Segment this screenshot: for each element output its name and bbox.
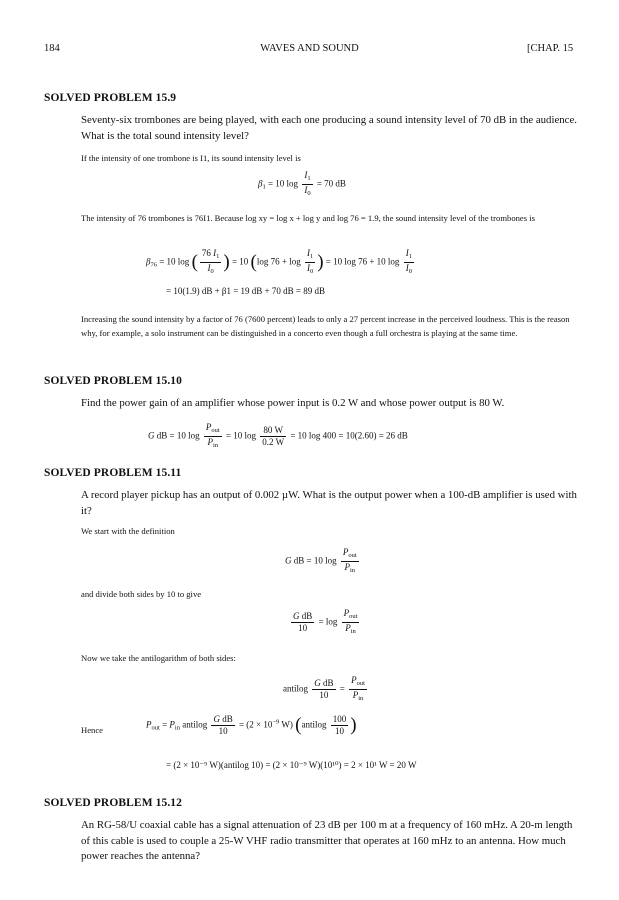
- equation-divided: $\frac{\text{G dB}}{10}$ = log $\frac{P_{out}}{P_{in}}$: [293, 608, 358, 635]
- problem-question: Find the power gain of an amplifier whose power input is 0.2 W and whose power output is 80 W.: [81, 397, 505, 409]
- equation-beta76: $\beta_{76} = 10$ log ( $\frac{76 I_1}{I_0}$ ) = 10 (log 76 + log $\frac{I_1}{I_0}$ ) = 10 log 76 + 10 log $\frac{I_1}{I_0}$: [146, 248, 412, 275]
- solution-text: Now we take the antilogarithm of both sides:: [81, 653, 236, 663]
- problem-heading: SOLVED PROBLEM 15.10: [44, 375, 183, 387]
- solution-text: and divide both sides by 10 to give: [81, 589, 202, 599]
- solution-text: We start with the definition: [81, 526, 175, 536]
- problem-heading: SOLVED PROBLEM 15.9: [44, 92, 177, 104]
- chapter-title: WAVES AND SOUND: [260, 43, 359, 54]
- equation-result: = 10(1.9) dB + β1 = 19 dB + 70 dB = 89 dB: [166, 286, 325, 296]
- solution-text: Increasing the sound intensity by a factor of 76 (7600 percent) leads to only a 27 percent increase in the perceived loudness. This is the reason why, for example, a solo instrument can be distinguished in a concerto even though a full orchestra is playing at the same time.: [81, 314, 570, 338]
- solution-text: If the intensity of one trombone is I1, its sound intensity level is: [81, 153, 301, 163]
- page-number: 184: [44, 43, 60, 54]
- equation-final: = (2 × 10⁻⁹ W)(antilog 10) = (2 × 10⁻⁹ W)(10¹⁰) = 2 × 10¹ W = 20 W: [166, 760, 417, 770]
- equation-definition: G dB = 10 log $\frac{P_{out}}{P_{in}}$: [285, 547, 357, 574]
- equation-beta1: $\beta_1 = 10$ log $\frac{I_1}{I_0}$ = 70 dB: [258, 170, 346, 197]
- problem-question: Seventy-six trombones are being played, with each one producing a sound intensity level of 70 dB in the audience. What is the total sound intensity level?: [81, 114, 577, 142]
- problem-question: An RG-58/U coaxial cable has a signal attenuation of 23 dB per 100 m at a frequency of 160 mHz. A 20-m length of this cable is used to couple a 25-W VHF radio transmitter that operates at 160 mHz to an antenna. How much power reaches the antenna?: [81, 819, 573, 862]
- chapter-ref: [CHAP. 15: [527, 43, 574, 54]
- hence-label: Hence: [81, 725, 103, 735]
- problem-question: A record player pickup has an output of 0.002 µW. What is the output power when a 100-dB amplifier is used with it?: [81, 489, 577, 517]
- problem-heading: SOLVED PROBLEM 15.12: [44, 797, 183, 809]
- equation-antilog: antilog $\frac{\text{G dB}}{10}$ = $\frac{P_{out}}{P_{in}}$: [283, 675, 365, 702]
- problem-heading: SOLVED PROBLEM 15.11: [44, 467, 182, 479]
- equation-pout: $P_{out} = P_{in}$ antilog $\frac{\text{G dB}}{10}$ = ($2 \times 10^{-9}$ W) (antilog $\frac{100}{10}$ ): [146, 714, 357, 736]
- equation-power-gain: G dB = 10 log $\frac{P_{out}}{P_{in}}$ = 10 log $\frac{80 W}{0.2 W}$ = 10 log 400 = 10(2.60) = 26 dB: [148, 422, 408, 449]
- solution-text: The intensity of 76 trombones is 76I1. Because log xy = log x + log y and log 76 = 1.9, the sound intensity level of the trombones is: [81, 213, 535, 223]
